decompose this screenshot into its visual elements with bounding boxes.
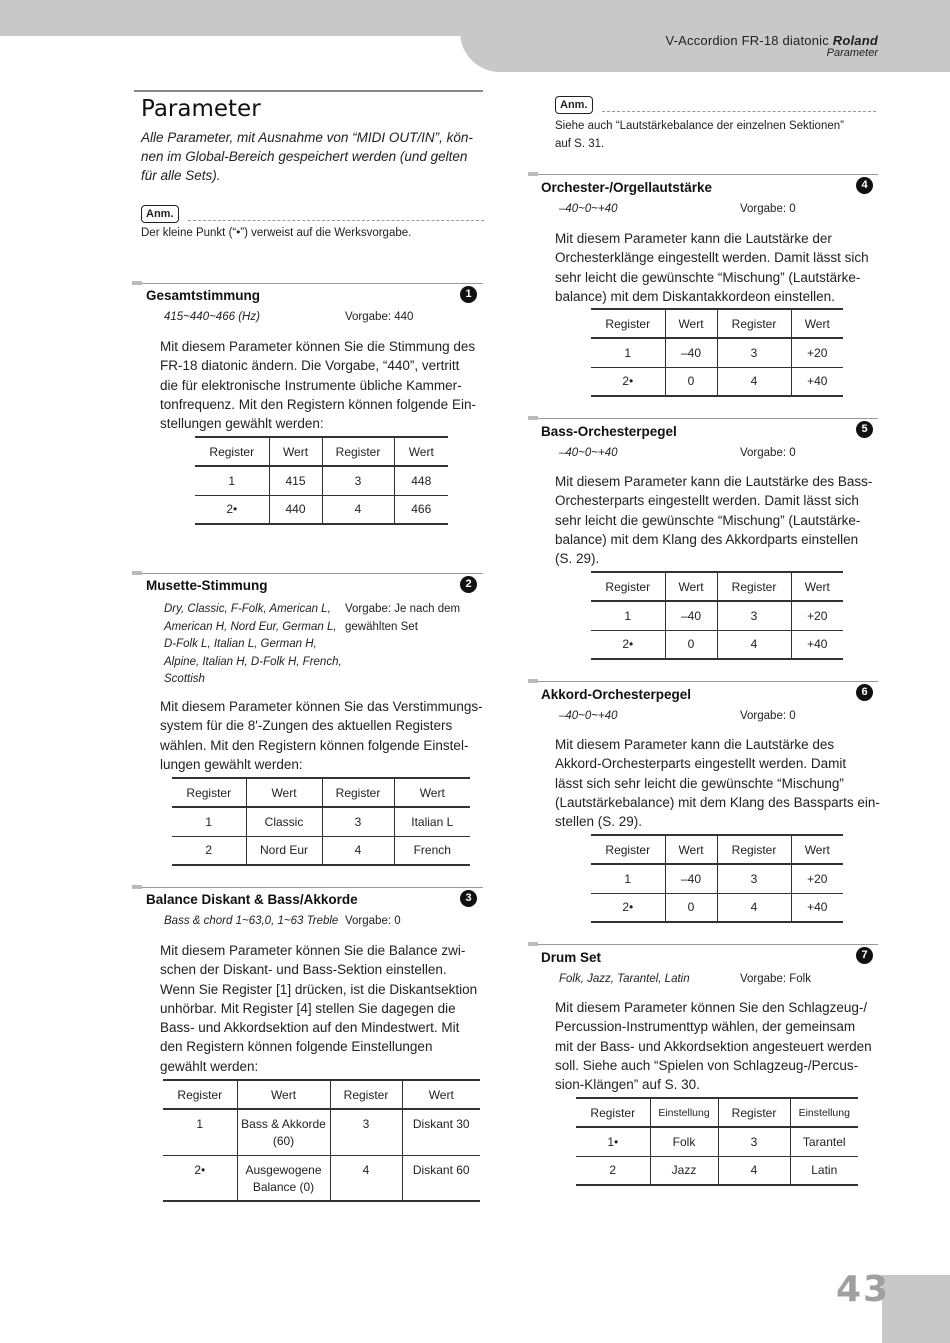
section-rule bbox=[142, 283, 483, 284]
note-divider bbox=[188, 220, 484, 221]
section-title-musette: Musette-Stimmung bbox=[146, 578, 268, 593]
section-title-drum-set: Drum Set bbox=[541, 950, 602, 965]
page-title: Parameter bbox=[141, 96, 261, 122]
table-row: 1 –40 3 +20 bbox=[591, 864, 843, 893]
value-range: 415~440~466 (Hz) bbox=[164, 311, 260, 323]
section-marker bbox=[528, 679, 538, 683]
register-table: Register Wert Register Wert 1 –40 3 +20 2• 0 4 +40 bbox=[591, 571, 843, 660]
table-row: 1 –40 3 +20 bbox=[591, 338, 843, 367]
section-marker bbox=[528, 172, 538, 176]
page-number-box bbox=[882, 1275, 950, 1343]
section-marker bbox=[132, 281, 142, 285]
section-rule bbox=[538, 944, 878, 945]
section-body: Mit diesem Parameter können Sie den Schlagzeug-/ Percussion-Instrumenttyp wählen, der gemeinsam mit der Bass- und Akkordsektion angesteuert werden soll. Siehe auch “Spielen von Schlagzeug-/Percus- sion-Klängen” auf S. 30. bbox=[555, 1000, 872, 1093]
section-number-4: 4 bbox=[856, 177, 873, 194]
note-text: Siehe auch “Lautstärkebalance der einzelnen Sektionen” auf S. 31. bbox=[555, 120, 844, 150]
section-rule bbox=[142, 573, 483, 574]
default-value: Vorgabe: Je nach dem gewählten Set bbox=[345, 603, 461, 633]
title-rule bbox=[134, 90, 483, 92]
note-badge: Anm. bbox=[555, 96, 593, 114]
table-row: 2 Nord Eur 4 French bbox=[172, 836, 470, 865]
default-value: Vorgabe: 440 bbox=[345, 311, 414, 323]
register-table: Register Wert Register Wert 1 Classic 3 Italian L 2 Nord Eur 4 French bbox=[172, 777, 470, 866]
table-row: 2 Jazz 4 Latin bbox=[576, 1156, 858, 1185]
section-body: Mit diesem Parameter kann die Lautstärke des Bass- Orchesterparts eingestellt werden. Damit lässt sich sehr leicht die gewünschte “Mischung” (Lautstärke- balance) mit dem Klang des Akkordparts einstellen (S. 29). bbox=[555, 474, 873, 567]
value-range: –40~0~+40 bbox=[559, 203, 618, 215]
section-rule bbox=[538, 418, 878, 419]
default-value: Vorgabe: 0 bbox=[740, 447, 796, 459]
table-row: 1 –40 3 +20 bbox=[591, 601, 843, 630]
value-range: –40~0~+40 bbox=[559, 447, 618, 459]
drum-set-table: Register Einstellung Register Einstellung 1• Folk 3 Tarantel 2 Jazz 4 Latin bbox=[576, 1097, 858, 1186]
table-row: 2• 0 4 +40 bbox=[591, 367, 843, 396]
value-range: Folk, Jazz, Tarantel, Latin bbox=[559, 973, 690, 985]
table-row: 1 415 3 448 bbox=[195, 466, 448, 495]
section-body: Mit diesem Parameter kann die Lautstärke der Orchesterklänge eingestellt werden. Damit lässt sich sehr leicht die gewünschte “Mischung” (Lautstärke- balance) mit dem Diskantakkordeon einstellen. bbox=[555, 231, 869, 304]
register-table: Register Wert Register Wert 1 415 3 448 2• 440 4 466 bbox=[195, 436, 448, 525]
value-range: –40~0~+40 bbox=[559, 710, 618, 722]
value-range: Bass & chord 1~63,0, 1~63 Treble bbox=[164, 915, 339, 927]
register-table: Register Wert Register Wert 1 –40 3 +20 2• 0 4 +40 bbox=[591, 308, 843, 397]
note-badge: Anm. bbox=[141, 205, 179, 223]
section-title-akkord-orchester: Akkord-Orchesterpegel bbox=[541, 687, 692, 702]
section-number-2: 2 bbox=[460, 576, 477, 593]
section-body: Mit diesem Parameter können Sie die Stimmung des FR-18 diatonic ändern. Die Vorgabe, “440”, vertritt die für elektronische Instrumente übliche Kammer- tonfrequenz. Mit den Registern können folgende Ein- stellungen gewählt werden: bbox=[160, 339, 476, 432]
default-value: Vorgabe: 0 bbox=[740, 203, 796, 215]
register-table: Register Wert Register Wert 1 –40 3 +20 2• 0 4 +40 bbox=[591, 834, 843, 923]
intro-text: Alle Parameter, mit Ausnahme von “MIDI OUT/IN”, kön- nen im Global-Bereich gespeichert werden (und gelten für alle Sets). bbox=[141, 130, 473, 183]
table-row: 2• 440 4 466 bbox=[195, 495, 448, 524]
page-number: 43 bbox=[836, 1269, 891, 1310]
header-section: Parameter bbox=[826, 47, 878, 59]
register-table: Register Wert Register Wert 1 Bass & Akkorde (60) 3 Diskant 30 2• Ausgewogene Balance (0) 4 Diskant 60 bbox=[163, 1079, 480, 1202]
note-text: Der kleine Punkt (“•”) verweist auf die Werksvorgabe. bbox=[141, 227, 412, 239]
section-rule bbox=[538, 681, 878, 682]
section-marker bbox=[132, 571, 142, 575]
section-number-5: 5 bbox=[856, 421, 873, 438]
section-number-7: 7 bbox=[856, 947, 873, 964]
table-row: 1 Bass & Akkorde (60) 3 Diskant 30 bbox=[163, 1109, 480, 1155]
section-body: Mit diesem Parameter können Sie das Verstimmungs- system für die 8'-Zungen des aktuellen Registers wählen. Mit den Registern können folgende Einstel- lungen gewählt werden: bbox=[160, 699, 483, 772]
table-row: 2• 0 4 +40 bbox=[591, 893, 843, 922]
section-title-gesamtstimmung: Gesamtstimmung bbox=[146, 288, 261, 303]
section-title-bass-orchester: Bass-Orchesterpegel bbox=[541, 424, 677, 439]
brand-logo: Roland bbox=[832, 33, 878, 48]
section-marker bbox=[132, 885, 142, 889]
note-divider bbox=[602, 111, 876, 112]
section-marker bbox=[528, 416, 538, 420]
table-row: 2• 0 4 +40 bbox=[591, 630, 843, 659]
section-number-3: 3 bbox=[460, 890, 477, 907]
section-title-orchester: Orchester-/Orgellautstärke bbox=[541, 180, 713, 195]
table-row: 1 Classic 3 Italian L bbox=[172, 807, 470, 836]
section-number-6: 6 bbox=[856, 684, 873, 701]
table-row: 1• Folk 3 Tarantel bbox=[576, 1127, 858, 1156]
header-title: V-Accordion FR-18 diatonic Roland bbox=[665, 33, 878, 48]
section-rule bbox=[142, 887, 483, 888]
section-title-balance: Balance Diskant & Bass/Akkorde bbox=[146, 892, 358, 907]
section-rule bbox=[538, 174, 878, 175]
default-value: Vorgabe: Folk bbox=[740, 973, 811, 985]
table-row: 2• Ausgewogene Balance (0) 4 Diskant 60 bbox=[163, 1155, 480, 1201]
section-number-1: 1 bbox=[460, 286, 477, 303]
default-value: Vorgabe: 0 bbox=[345, 915, 401, 927]
default-value: Vorgabe: 0 bbox=[740, 710, 796, 722]
section-body: Mit diesem Parameter können Sie die Balance zwi- schen der Diskant- und Bass-Sektion einstellen. Wenn Sie Register [1] drücken, ist die Diskantsektion unhörbar. Mit Register [4] stellen Sie dagegen die Bass- und Akkordsektion auf den Mindestwert. Mit den Registern können folgende Einstellungen gewählt werden: bbox=[160, 943, 478, 1074]
section-marker bbox=[528, 942, 538, 946]
value-range: Dry, Classic, F-Folk, American L, American H, Nord Eur, German L, D-Folk L, Italian L, German H, Alpine, Italian H, D-Folk H, French, Scottish bbox=[164, 603, 342, 686]
section-body: Mit diesem Parameter kann die Lautstärke des Akkord-Orchesterparts eingestellt werden. Damit lässt sich sehr leicht die gewünschte “Mischung” (Lautstärkebalance) mit dem Klang des Bassparts ein- stellen (S. 29). bbox=[555, 737, 880, 830]
